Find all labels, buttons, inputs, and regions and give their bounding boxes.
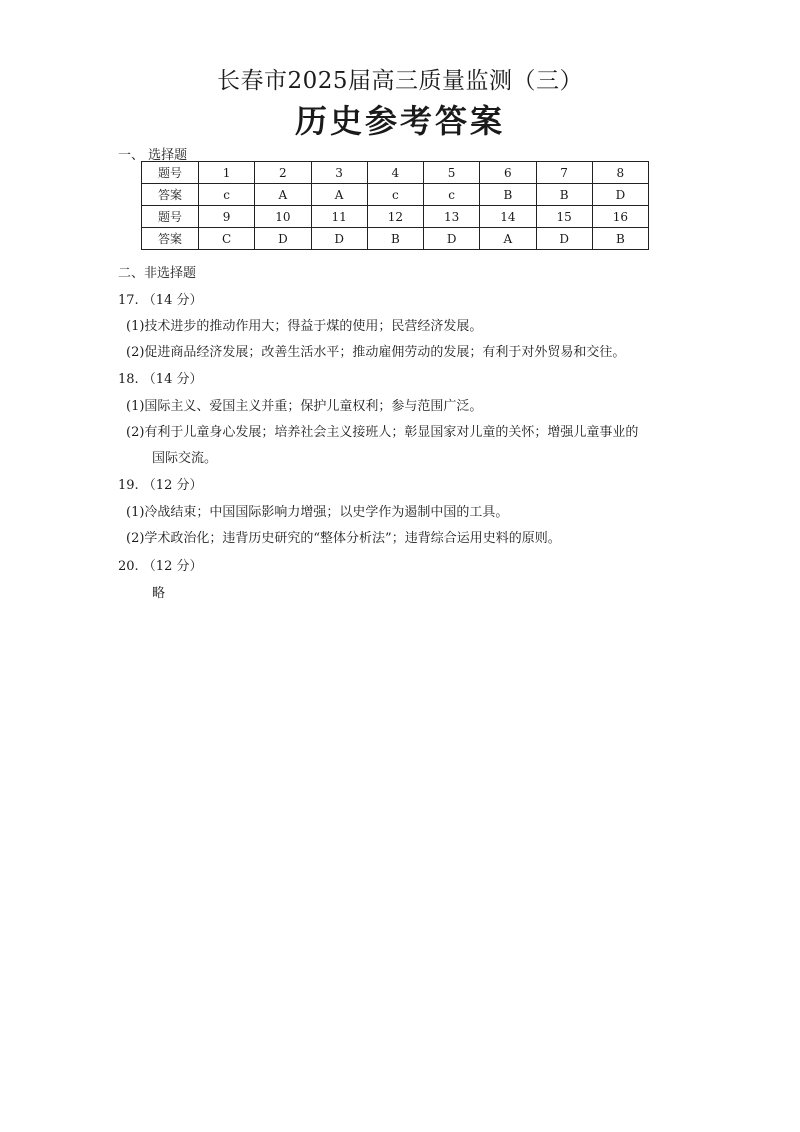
question-number-cell: 12 bbox=[367, 206, 423, 228]
question-number-cell: 15 bbox=[536, 206, 592, 228]
question-number-cell: 3 bbox=[311, 162, 367, 184]
question-number-cell: 6 bbox=[480, 162, 536, 184]
table-row bbox=[142, 228, 649, 250]
question-number-cell: 5 bbox=[424, 162, 480, 184]
question-17-answer-1: (1)技术进步的推动作用大；得益于煤的使用；民营经济发展。 bbox=[126, 319, 483, 334]
question-number-cell: 2 bbox=[255, 162, 311, 184]
answer-cell: B bbox=[592, 228, 648, 250]
row-label-number: 题号 bbox=[142, 206, 199, 228]
question-17-heading: 17. （14 分） bbox=[118, 293, 203, 308]
question-number-cell: 11 bbox=[311, 206, 367, 228]
question-20-heading: 20. （12 分） bbox=[118, 559, 203, 574]
question-20-answer: 略 bbox=[152, 586, 166, 601]
answer-cell: c bbox=[199, 184, 255, 206]
question-19-answer-1: (1)冷战结束；中国国际影响力增强；以史学作为遏制中国的工具。 bbox=[126, 505, 509, 520]
table-row bbox=[142, 162, 649, 184]
question-18-answer-2: (2)有利于儿童身心发展；培养社会主义接班人；彰显国家对儿童的关怀；增强儿童事业的 bbox=[126, 425, 639, 440]
answer-cell: C bbox=[199, 228, 255, 250]
section-2-heading: 二、非选择题 bbox=[118, 266, 197, 281]
question-19-answer-2: (2)学术政治化；违背历史研究的“整体分析法”；违背综合运用史料的原则。 bbox=[126, 531, 561, 546]
answer-cell: A bbox=[311, 184, 367, 206]
question-number-cell: 13 bbox=[424, 206, 480, 228]
answer-cell: A bbox=[255, 184, 311, 206]
answer-cell: D bbox=[592, 184, 648, 206]
table-row bbox=[142, 184, 649, 206]
answer-cell: B bbox=[480, 184, 536, 206]
question-number-cell: 16 bbox=[592, 206, 648, 228]
answer-table bbox=[141, 161, 649, 250]
answer-cell: c bbox=[424, 184, 480, 206]
page-title: 长春市2025届高三质量监测（三） bbox=[216, 68, 584, 94]
answer-cell: D bbox=[424, 228, 480, 250]
section-1-heading: 一、 选择题 bbox=[118, 148, 188, 163]
question-number-cell: 1 bbox=[199, 162, 255, 184]
question-19-heading: 19. （12 分） bbox=[118, 478, 203, 493]
row-label-answer: 答案 bbox=[142, 184, 199, 206]
answer-cell: B bbox=[536, 184, 592, 206]
answer-cell: D bbox=[255, 228, 311, 250]
row-label-answer: 答案 bbox=[142, 228, 199, 250]
page-subtitle: 历史参考答案 bbox=[294, 102, 505, 140]
answer-cell: B bbox=[367, 228, 423, 250]
question-18-answer-1: (1)国际主义、爱国主义并重；保护儿童权利；参与范围广泛。 bbox=[126, 399, 483, 414]
row-label-number: 题号 bbox=[142, 162, 199, 184]
question-number-cell: 10 bbox=[255, 206, 311, 228]
question-number-cell: 4 bbox=[367, 162, 423, 184]
question-number-cell: 9 bbox=[199, 206, 255, 228]
question-number-cell: 14 bbox=[480, 206, 536, 228]
question-number-cell: 8 bbox=[592, 162, 648, 184]
answer-cell: D bbox=[536, 228, 592, 250]
answer-cell: D bbox=[311, 228, 367, 250]
question-18-answer-2-continuation: 国际交流。 bbox=[152, 451, 218, 466]
question-17-answer-2: (2)促进商品经济发展；改善生活水平；推动雇佣劳动的发展；有利于对外贸易和交往。 bbox=[126, 345, 626, 360]
answer-cell: c bbox=[367, 184, 423, 206]
question-18-heading: 18. （14 分） bbox=[118, 372, 203, 387]
question-number-cell: 7 bbox=[536, 162, 592, 184]
table-row bbox=[142, 206, 649, 228]
answer-cell: A bbox=[480, 228, 536, 250]
